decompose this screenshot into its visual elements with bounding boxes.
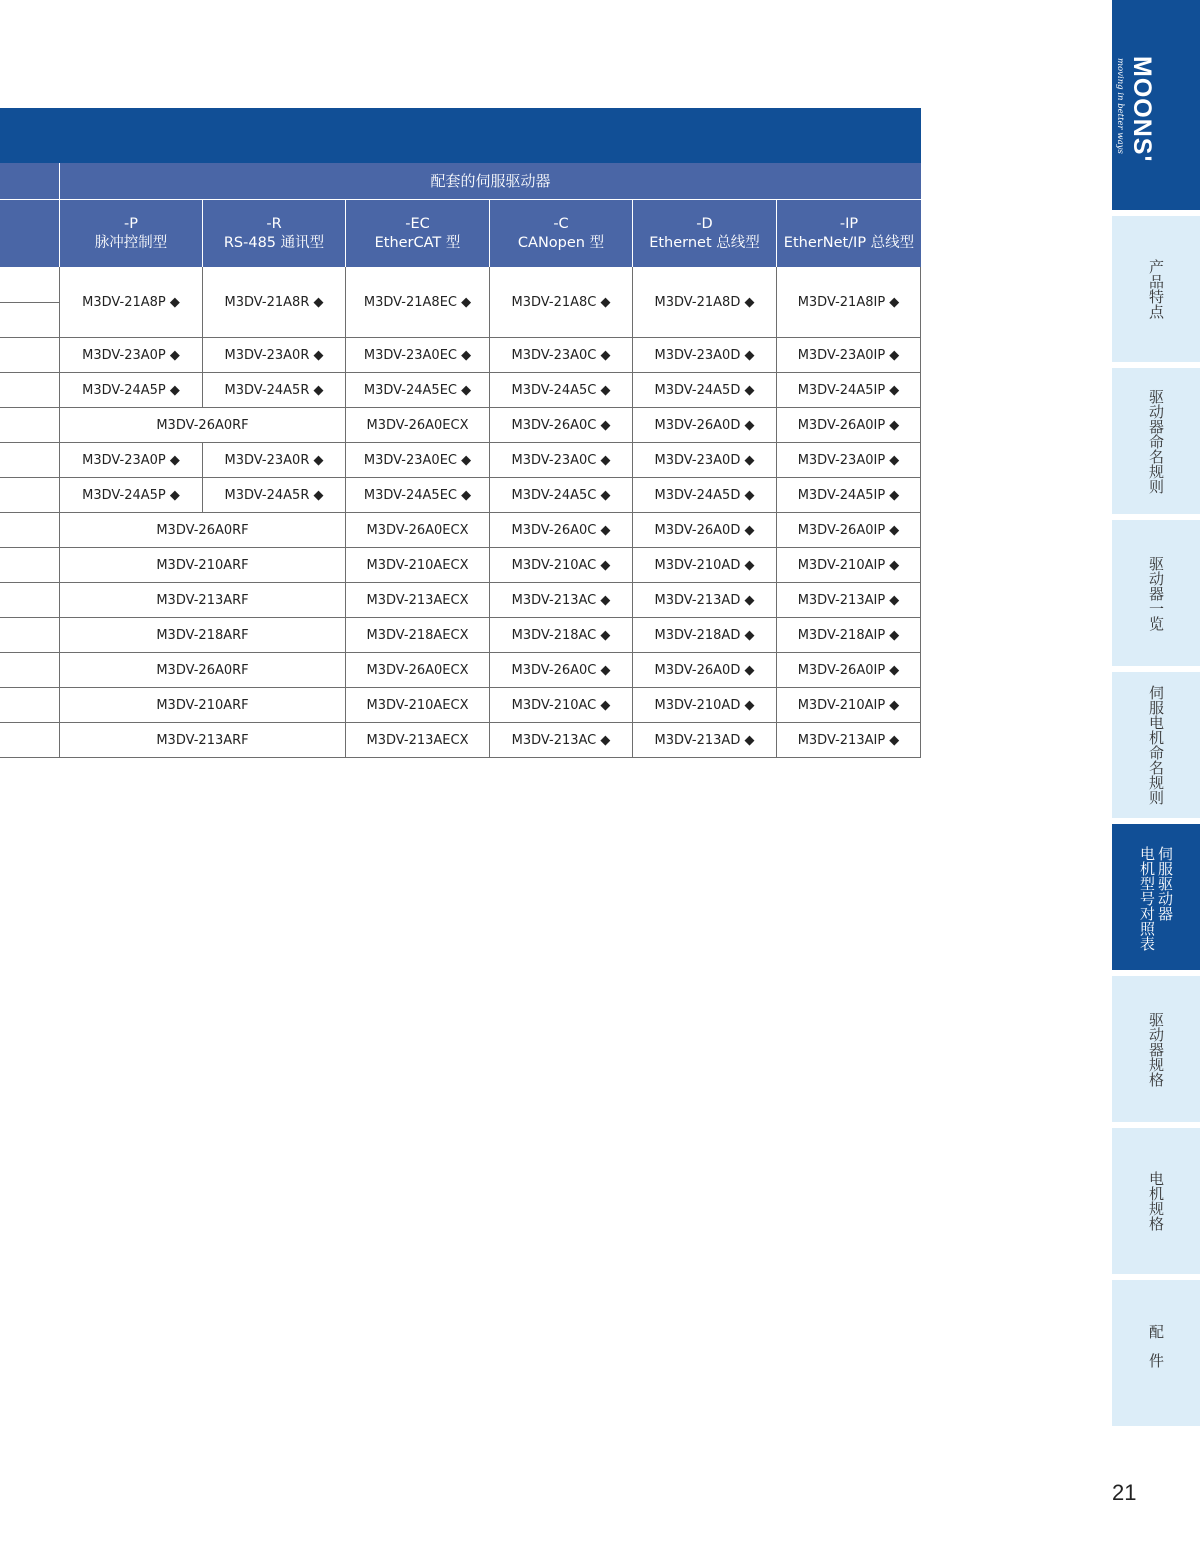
sidebar-tab[interactable] (1112, 976, 1200, 1122)
row-stub (0, 583, 60, 617)
sidebar-tab[interactable] (1112, 1128, 1200, 1274)
table-row (0, 478, 921, 513)
sidebar-tab-label: 配件 (1147, 1324, 1165, 1382)
table-cell: M3DV-213AIP ◆ (777, 583, 921, 617)
row-stub (0, 618, 60, 652)
table-cell: M3DV-210AD ◆ (633, 548, 777, 582)
column-name: EtherNet/IP 总线型 (783, 234, 915, 251)
column-name: EtherCAT 型 (374, 234, 461, 251)
table-title-band (0, 108, 921, 163)
table-cell: M3DV-210AECX (346, 688, 490, 722)
table-cell: M3DV-23A0C ◆ (490, 338, 633, 372)
table-cell: M3DV-24A5IP ◆ (777, 478, 921, 512)
table-cell: M3DV-23A0EC ◆ (346, 443, 490, 477)
brand-logo-box (1112, 0, 1200, 210)
table-cell: M3DV-26A0ECX (346, 653, 490, 687)
column-header (633, 200, 777, 267)
table-cell: M3DV-24A5C ◆ (490, 373, 633, 407)
table-cell: M3DV-213AIP ◆ (777, 723, 921, 757)
column-code: -EC (405, 215, 430, 232)
table-cell: M3DV-210AIP ◆ (777, 548, 921, 582)
table-cell: M3DV-213AD ◆ (633, 583, 777, 617)
table-row (0, 408, 921, 443)
column-header (60, 200, 203, 267)
column-header (346, 200, 490, 267)
table-cell: M3DV-23A0R ◆ (203, 443, 346, 477)
table-cell: M3DV-26A0D ◆ (633, 653, 777, 687)
row-stub (0, 338, 60, 372)
column-name: 脉冲控制型 (94, 234, 168, 251)
table-cell: M3DV-213AD ◆ (633, 723, 777, 757)
column-header-row (0, 199, 921, 267)
sidebar-tab-label: 电机规格 (1147, 1171, 1165, 1231)
brand-tagline: moving in better ways (1115, 58, 1125, 154)
column-code: -IP (839, 215, 859, 232)
column-header (203, 200, 346, 267)
column-header (490, 200, 633, 267)
table-cell: M3DV-210AECX (346, 548, 490, 582)
sidebar-tab-label: 产品特点 (1147, 259, 1165, 319)
table-cell: M3DV-21A8IP ◆ (777, 267, 921, 337)
table-cell: M3DV-210AIP ◆ (777, 688, 921, 722)
table-cell: M3DV-218AIP ◆ (777, 618, 921, 652)
row-stub (0, 723, 60, 757)
row-stub (0, 267, 60, 337)
table-cell: M3DV-213ARF (60, 583, 346, 617)
table-cell: M3DV-24A5R ◆ (203, 373, 346, 407)
sidebar-tab-label: 驱动器命名规则 (1147, 388, 1165, 494)
column-code: -D (696, 215, 713, 232)
table-cell: M3DV-23A0P ◆ (60, 338, 203, 372)
table-cell: M3DV-24A5P ◆ (60, 373, 203, 407)
table-cell: M3DV-24A5EC ◆ (346, 373, 490, 407)
table-cell: M3DV-213AECX (346, 723, 490, 757)
table-row (0, 513, 921, 548)
table-cell: M3DV-24A5P ◆ (60, 478, 203, 512)
table-cell: M3DV-26A0D ◆ (633, 408, 777, 442)
row-stub (0, 478, 60, 512)
group-title: 配套的伺服驱动器 (430, 172, 551, 190)
table-cell: M3DV-210AD ◆ (633, 688, 777, 722)
table-row (0, 653, 921, 688)
table-cell: M3DV-24A5R ◆ (203, 478, 346, 512)
table-cell: M3DV-21A8C ◆ (490, 267, 633, 337)
table-cell: M3DV-24A5D ◆ (633, 478, 777, 512)
table-row (0, 723, 921, 758)
column-name: Ethernet 总线型 (649, 234, 760, 251)
row-stub (0, 513, 60, 547)
table-cell: M3DV-26A0IP ◆ (777, 513, 921, 547)
table-cell: M3DV-23A0C ◆ (490, 443, 633, 477)
table-cell: M3DV-23A0IP ◆ (777, 443, 921, 477)
table-cell: M3DV-26A0RF (60, 653, 346, 687)
sidebar-tab-label: 驱动器一览 (1147, 555, 1165, 631)
sidebar-tab[interactable] (1112, 520, 1200, 666)
table-cell: M3DV-213ARF (60, 723, 346, 757)
table-cell: M3DV-210ARF (60, 688, 346, 722)
column-code: -P (124, 215, 138, 232)
column-name: CANopen 型 (517, 234, 605, 251)
sidebar-tab-label: 伺服驱动器 (1156, 846, 1174, 921)
table-cell: M3DV-26A0ECX (346, 513, 490, 547)
brand-logo: MOONS' (1128, 56, 1156, 163)
sidebar-tab-label: 驱动器规格 (1147, 1011, 1165, 1087)
table-cell: M3DV-218AD ◆ (633, 618, 777, 652)
row-stub (0, 408, 60, 442)
table-cell: M3DV-21A8EC ◆ (346, 267, 490, 337)
table-cell: M3DV-26A0IP ◆ (777, 653, 921, 687)
table-cell: M3DV-213AECX (346, 583, 490, 617)
column-code: -C (553, 215, 569, 232)
table-cell: M3DV-23A0EC ◆ (346, 338, 490, 372)
table-cell: M3DV-23A0IP ◆ (777, 338, 921, 372)
table-cell: M3DV-23A0D ◆ (633, 443, 777, 477)
table-cell: M3DV-210AC ◆ (490, 548, 633, 582)
table-cell: M3DV-21A8P ◆ (60, 267, 203, 337)
table-cell: M3DV-218ARF (60, 618, 346, 652)
table-cell: M3DV-218AECX (346, 618, 490, 652)
table-cell: M3DV-26A0IP ◆ (777, 408, 921, 442)
column-header (777, 200, 921, 267)
table-cell: M3DV-23A0D ◆ (633, 338, 777, 372)
row-divider (0, 302, 59, 303)
table-row (0, 583, 921, 618)
row-stub (0, 373, 60, 407)
table-row (0, 548, 921, 583)
table-cell: M3DV-26A0D ◆ (633, 513, 777, 547)
table-row (0, 618, 921, 653)
table-row (0, 688, 921, 723)
table-cell: M3DV-213AC ◆ (490, 583, 633, 617)
sidebar-tab[interactable] (1112, 824, 1200, 970)
table-row (0, 338, 921, 373)
table-cell: M3DV-21A8D ◆ (633, 267, 777, 337)
table-cell: M3DV-26A0RF (60, 408, 346, 442)
table-cell: M3DV-23A0R ◆ (203, 338, 346, 372)
row-stub (0, 653, 60, 687)
column-name: RS-485 通讯型 (223, 234, 325, 251)
table-cell: M3DV-213AC ◆ (490, 723, 633, 757)
table-cell: M3DV-24A5D ◆ (633, 373, 777, 407)
table-cell: M3DV-23A0P ◆ (60, 443, 203, 477)
sidebar-tab[interactable] (1112, 672, 1200, 818)
row-stub (0, 548, 60, 582)
column-code: -R (266, 215, 282, 232)
sidebar-tab[interactable] (1112, 368, 1200, 514)
table-cell: M3DV-218AC ◆ (490, 618, 633, 652)
table-row (0, 373, 921, 408)
table-cell: M3DV-21A8R ◆ (203, 267, 346, 337)
table-cell: M3DV-210AC ◆ (490, 688, 633, 722)
table-cell: M3DV-24A5C ◆ (490, 478, 633, 512)
sidebar-tab[interactable] (1112, 216, 1200, 362)
table-cell: M3DV-26A0ECX (346, 408, 490, 442)
row-stub (0, 443, 60, 477)
page-number: 21 (1112, 1480, 1137, 1505)
sidebar-tab-label: 伺服电机命名规则 (1147, 685, 1165, 805)
table-cell: M3DV-26A0C ◆ (490, 513, 633, 547)
table-cell: M3DV-210ARF (60, 548, 346, 582)
table-cell: M3DV-26A0C ◆ (490, 408, 633, 442)
table-row (0, 443, 921, 478)
table-cell: M3DV-26A0C ◆ (490, 653, 633, 687)
table-cell: M3DV-26A0RF (60, 513, 346, 547)
header-stub (0, 200, 60, 267)
table-cell: M3DV-24A5EC ◆ (346, 478, 490, 512)
header-stub (0, 163, 60, 199)
table-row (0, 267, 921, 338)
table-cell: M3DV-24A5IP ◆ (777, 373, 921, 407)
sidebar-tab-label: 电机型号对照表 (1138, 846, 1156, 951)
sidebar-tab[interactable] (1112, 1280, 1200, 1426)
row-stub (0, 688, 60, 722)
table-group-header (0, 163, 921, 199)
